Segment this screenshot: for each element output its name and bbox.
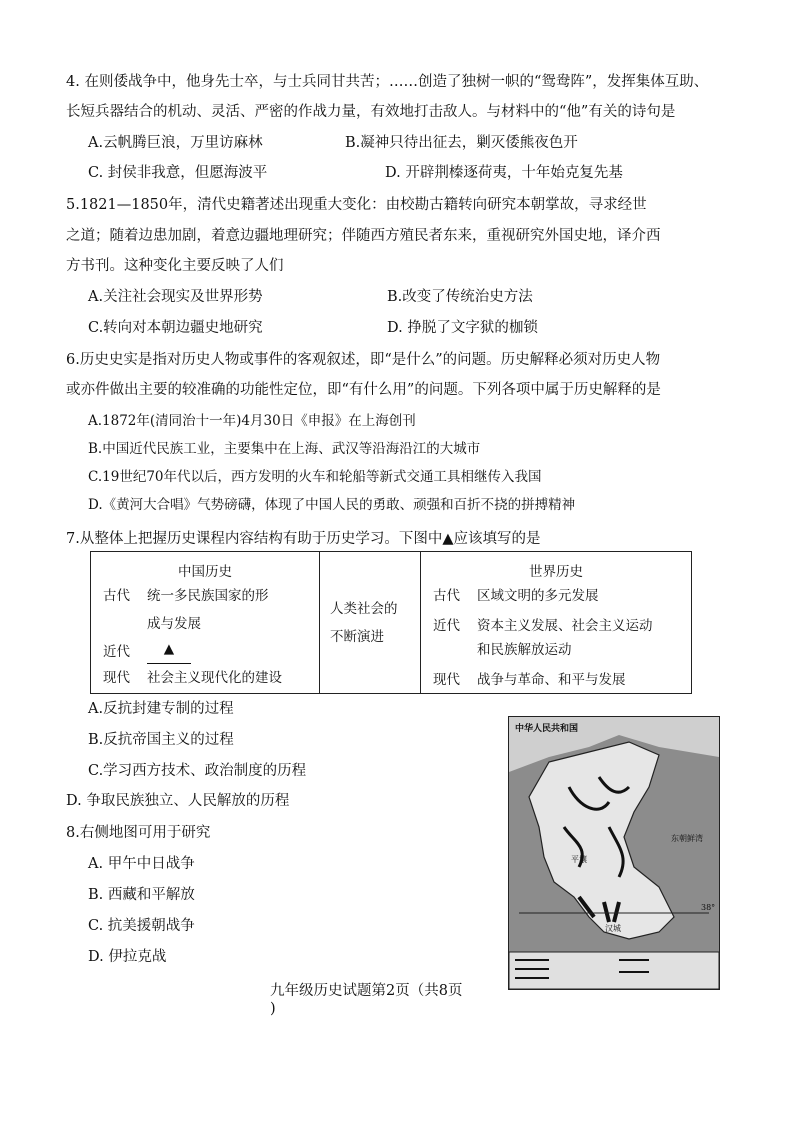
q5-option-c: C.转向对本朝边疆史地研究 (88, 320, 263, 336)
world-history-cell (421, 552, 692, 694)
footer-line1: 九年级历史试题第2页（共8页 (270, 983, 463, 999)
q4-option-b: B.凝神只待出征去，剿灭倭熊夜色开 (345, 135, 578, 151)
world-history-heading: 世界历史 (529, 564, 583, 580)
q7-option-a: A.反抗封建专制的过程 (88, 701, 234, 717)
q8-option-a: A. 甲午中日战争 (88, 856, 195, 872)
footer-line2: ) (270, 1001, 276, 1017)
china-contemporary-text: 社会主义现代化的建设 (147, 670, 282, 686)
blank-triangle: ▲ (147, 640, 191, 664)
middle-cell (320, 552, 421, 694)
q5-stem-line1: 5.1821—1850年，清代史籍著述出现重大变化：由校勘古籍转向研究本朝掌故，寻求经世 (66, 197, 647, 213)
q6-option-b: B.中国近代民族工业，主要集中在上海、武汉等沿海沿江的大城市 (88, 441, 481, 457)
map-legend (509, 952, 719, 989)
q4-option-c: C. 封侯非我意，但愿海波平 (88, 165, 268, 181)
q5-option-a: A.关注社会现实及世界形势 (88, 289, 263, 305)
map-label-sea: 东朝鲜湾 (671, 834, 703, 843)
q7-option-d: D. 争取民族独立、人民解放的历程 (66, 793, 290, 809)
world-era-ancient: 古代 (433, 588, 460, 604)
q5-stem-line3: 方书刊。这种变化主要反映了人们 (66, 258, 284, 274)
q7-option-b: B.反抗帝国主义的过程 (88, 732, 234, 748)
world-contemporary-text: 战争与革命、和平与发展 (477, 672, 626, 688)
q4-option-a: A.云帆腾巨浪，万里访麻林 (88, 135, 263, 151)
map-label-pyongyang: 平壤 (571, 855, 587, 864)
map-label-seoul: 汉城 (605, 924, 621, 933)
q4-stem-line2: 长短兵器结合的机动、灵活、严密的作战力量，有效地打击敌人。与材料中的“他”有关的诗句是 (66, 104, 676, 120)
world-ancient-text: 区域文明的多元发展 (477, 588, 599, 604)
q8-option-d: D. 伊拉克战 (88, 949, 167, 965)
world-modern-text: 资本主义发展、社会主义运动 (477, 618, 653, 634)
q7-stem: 7.从整体上把握历史课程内容结构有助于历史学习。下图中▲应该填写的是 (66, 531, 541, 547)
q6-stem-line1: 6.历史史实是指对历史人物或事件的客观叙述，即“是什么”的问题。历史解释必须对历史人物 (66, 352, 661, 368)
q4-stem-line1: 4. 在则倭战争中，他身先士卒，与士兵同甘共苦；……创造了独树一帜的“鸳鸯阵”，发挥集体互助、 (66, 74, 709, 90)
q8-option-b: B. 西藏和平解放 (88, 887, 195, 903)
china-history-cell (91, 552, 320, 694)
q7-option-c: C.学习西方技术、政治制度的历程 (88, 763, 307, 779)
china-ancient-text-cont: 成与发展 (147, 616, 201, 632)
q8-option-c: C. 抗美援朝战争 (88, 918, 195, 934)
q5-option-b: B.改变了传统治史方法 (387, 289, 533, 305)
map-graphic (509, 717, 719, 989)
world-era-modern: 近代 (433, 618, 460, 634)
era-modern: 近代 (103, 644, 130, 660)
map-label-38: 38° (701, 903, 716, 912)
korean-war-map (508, 716, 720, 990)
era-ancient: 古代 (103, 588, 130, 604)
middle-text-2: 不断演进 (330, 628, 384, 645)
world-modern-text-cont: 和民族解放运动 (477, 642, 572, 658)
world-era-contemporary: 现代 (433, 672, 460, 688)
page-footer (270, 982, 462, 1018)
china-history-heading: 中国历史 (178, 564, 232, 580)
q6-stem-line2: 或亦件做出主要的较准确的功能性定位，即“有什么用”的问题。下列各项中属于历史解释的是 (66, 382, 661, 398)
china-ancient-text: 统一多民族国家的形 (147, 588, 269, 604)
q4-option-d: D. 开辟荆榛逐荷夷，十年始克复先基 (385, 165, 623, 181)
middle-text-1: 人类社会的 (330, 600, 398, 617)
q6-option-c: C.19世纪70年代以后，西方发明的火车和轮船等新式交通工具相继传入我国 (88, 469, 542, 485)
q5-stem-line2: 之道；随着边患加剧，着意边疆地理研究；伴随西方殖民者东来，重视研究外国史地，译介西 (66, 228, 661, 244)
q6-option-a: A.1872年(清同治十一年)4月30日《申报》在上海创刊 (88, 413, 416, 429)
q6-option-d: D.《黄河大合唱》气势磅礴，体现了中国人民的勇敢、顽强和百折不挠的拼搏精神 (88, 497, 576, 513)
era-contemporary: 现代 (103, 670, 130, 686)
q5-option-d: D. 挣脱了文字狱的枷锁 (387, 320, 538, 336)
q8-stem: 8.右侧地图可用于研究 (66, 825, 211, 841)
map-title: 中华人民共和国 (515, 724, 579, 734)
course-structure-table (90, 551, 692, 694)
